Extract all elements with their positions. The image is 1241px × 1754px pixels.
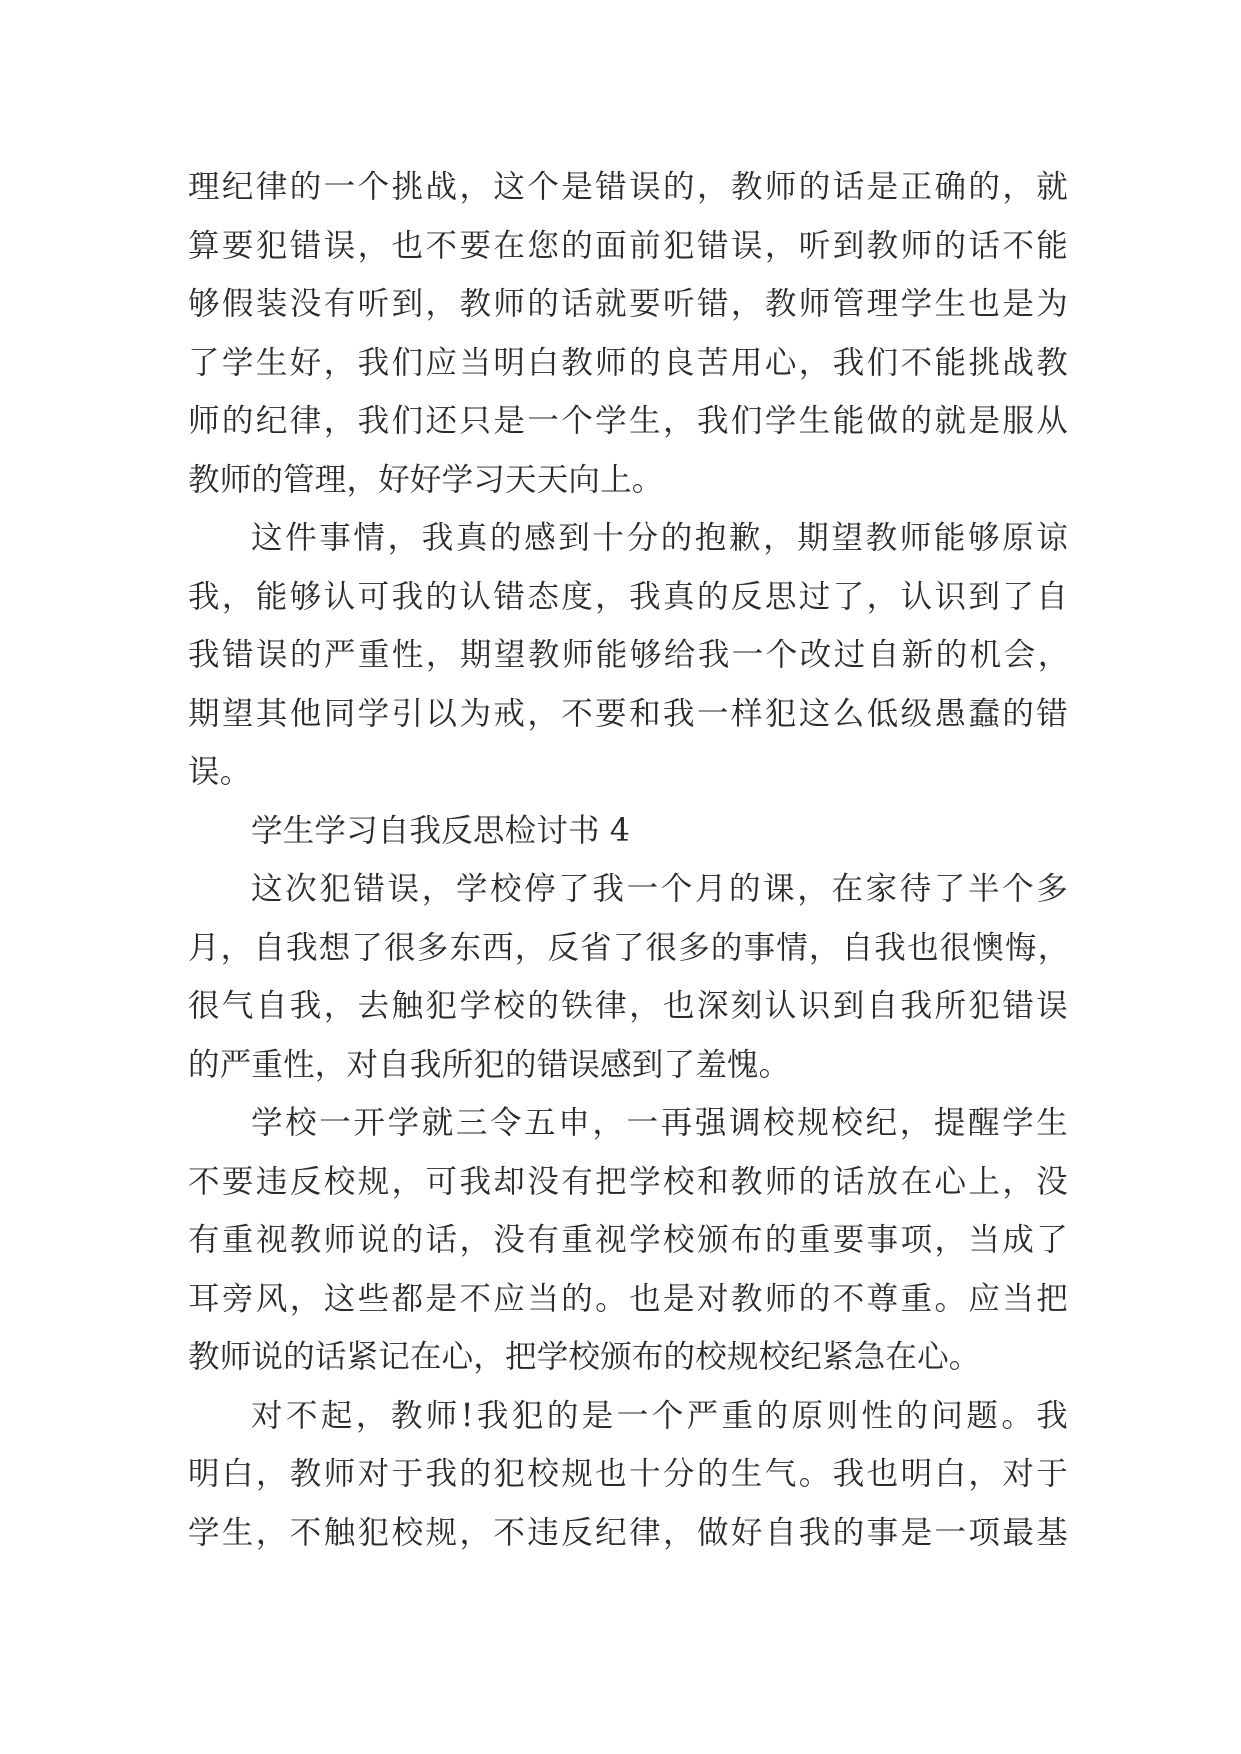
text-line: 师的纪律，我们还只是一个学生，我们学生能做的就是服从 [188, 403, 1068, 439]
text-line: 我，能够认可我的认错态度，我真的反思过了，认识到了自 [188, 578, 1068, 615]
text-line: 不要违反校规，可我却没有把学校和教师的话放在心上，没 [188, 1163, 1068, 1200]
paragraph-first-line: 这次犯错误，学校停了我一个月的课，在家待了半个多 [251, 871, 1068, 907]
text-line: 理纪律的一个挑战，这个是错误的，教师的话是正确的，就 [188, 169, 1068, 205]
section-heading: 学生学习自我反思检讨书 4 [251, 812, 631, 849]
text-line: 有重视教师说的话，没有重视学校颁布的重要事项，当成了 [188, 1222, 1068, 1258]
text-line: 教师说的话紧记在心，把学校颁布的校规校纪紧急在心。 [188, 1339, 981, 1375]
text-line: 明白，教师对于我的犯校规也十分的生气。我也明白，对于 [188, 1456, 1068, 1492]
paragraph-first-line: 这件事情，我真的感到十分的抱歉，期望教师能够原谅 [251, 520, 1068, 556]
document-body [188, 158, 1068, 1562]
text-line: 月，自我想了很多东西，反省了很多的事情，自我也很懊悔， [188, 929, 1068, 966]
text-line: 误。 [188, 754, 252, 790]
text-line: 了学生好，我们应当明白教师的良苦用心，我们不能挑战教 [188, 344, 1068, 381]
text-line: 耳旁风，这些都是不应当的。也是对教师的不尊重。应当把 [188, 1280, 1068, 1317]
paragraph-first-line: 对不起，教师!我犯的是一个严重的原则性的问题。我 [251, 1397, 1068, 1434]
text-line: 学生，不触犯校规，不违反纪律，做好自我的事是一项最基 [188, 1514, 1068, 1551]
text-line: 教师的管理，好好学习天天向上。 [188, 461, 664, 498]
text-line: 很气自我，去触犯学校的铁律，也深刻认识到自我所犯错误 [188, 988, 1068, 1024]
text-line: 我错误的严重性，期望教师能够给我一个改过自新的机会， [188, 637, 1068, 673]
paragraph-first-line: 学校一开学就三令五申，一再强调校规校纪，提醒学生 [251, 1105, 1068, 1141]
text-line: 算要犯错误，也不要在您的面前犯错误，听到教师的话不能 [188, 227, 1068, 264]
text-line: 的严重性，对自我所犯的错误感到了羞愧。 [188, 1046, 791, 1083]
text-line: 够假装没有听到，教师的话就要听错，教师管理学生也是为 [188, 286, 1068, 322]
text-line: 期望其他同学引以为戒，不要和我一样犯这么低级愚蠢的错 [188, 695, 1068, 732]
